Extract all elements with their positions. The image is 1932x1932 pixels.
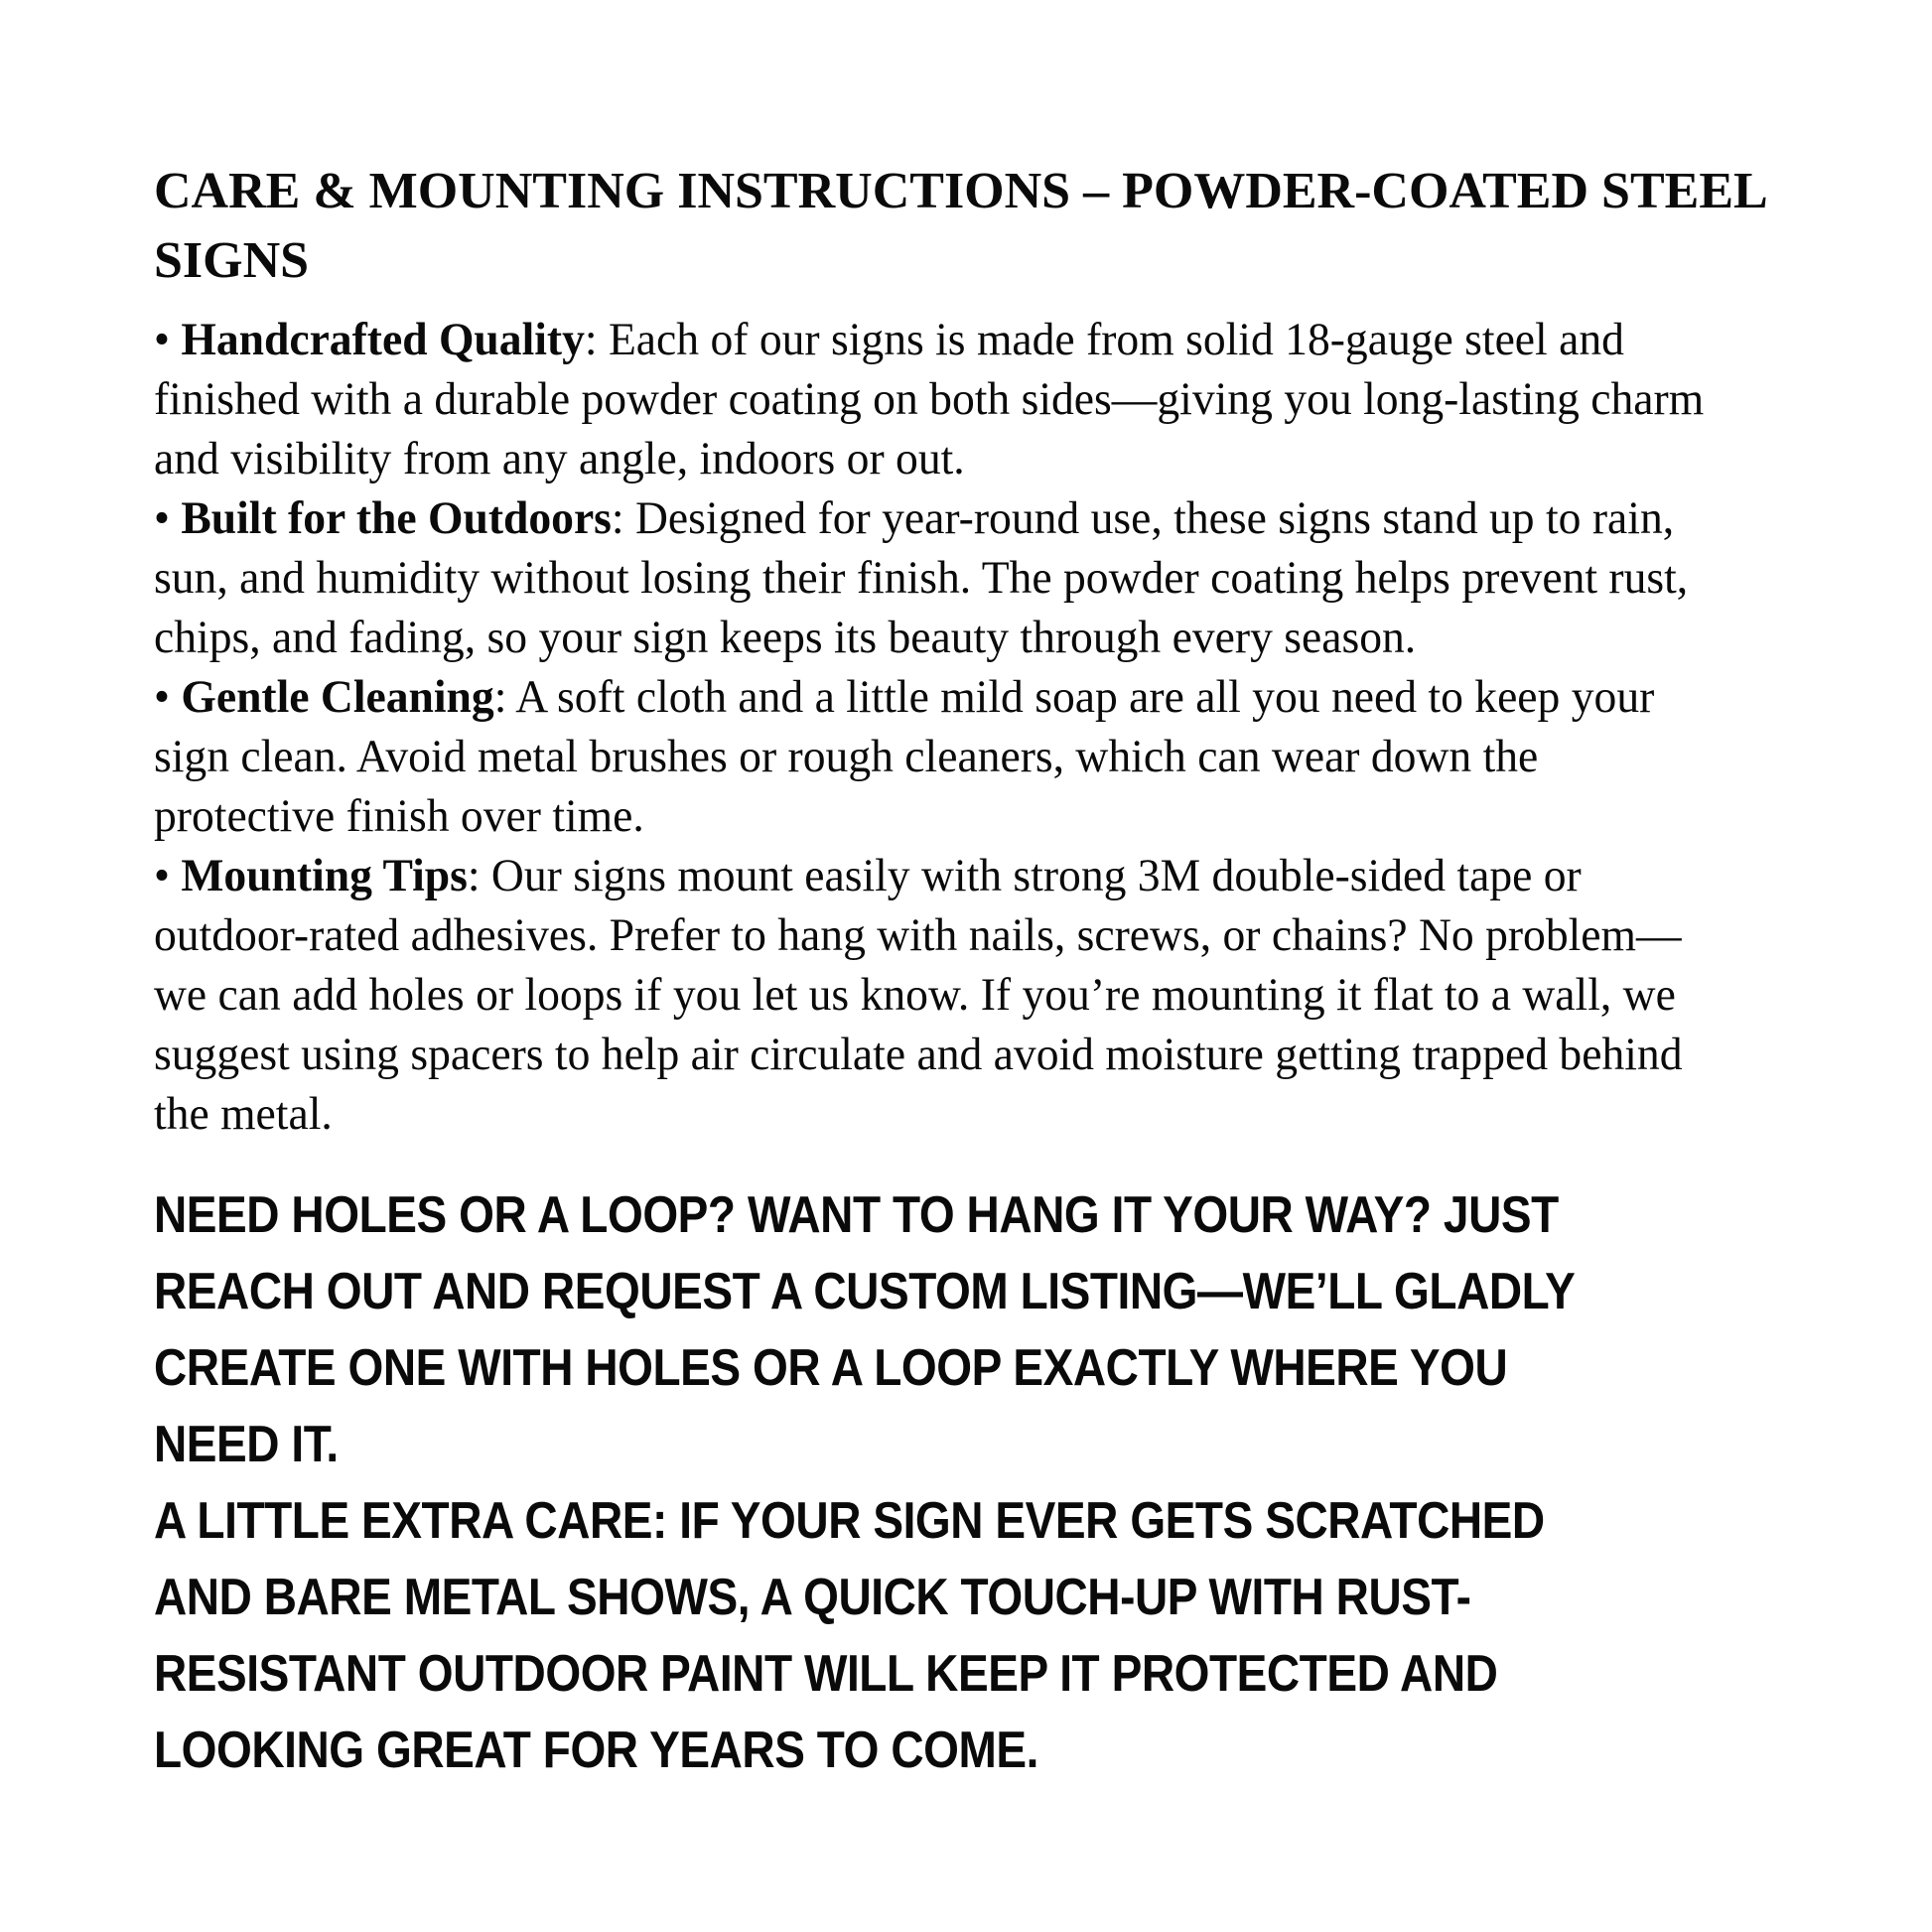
bullet-item — [154, 310, 1878, 488]
bullet-item — [154, 488, 1878, 667]
bullet-wrap-line: sun, and humidity without losing their finish. The powder coating helps prevent rust, — [154, 552, 1689, 604]
bullet-first-line — [154, 667, 1878, 727]
cta-line: AND BARE METAL SHOWS, A QUICK TOUCH-UP WITH RUST- — [154, 1569, 1471, 1626]
cta-line: REACH OUT AND REQUEST A CUSTOM LISTING—WE’LL GLADLY — [154, 1263, 1576, 1320]
bullet-wrap-line: suggest using spacers to help air circulate and avoid moisture getting trapped behind — [154, 1029, 1683, 1080]
bullet-marker: • — [154, 492, 182, 544]
bullet-wrap-line: we can add holes or loops if you let us know. If you’re mounting it flat to a wall, we — [154, 969, 1676, 1021]
bullet-marker: • — [154, 671, 182, 723]
bullet-term: Gentle Cleaning — [181, 671, 494, 723]
cta-line: LOOKING GREAT FOR YEARS TO COME. — [154, 1722, 1038, 1779]
cta-line: NEED IT. — [154, 1416, 339, 1473]
bullet-list — [154, 310, 1878, 1144]
cta-line: CREATE ONE WITH HOLES OR A LOOP EXACTLY WHERE YOU — [154, 1339, 1508, 1397]
bullet-text: : Designed for year-round use, these signs stand up to rain, — [611, 492, 1675, 544]
bullet-marker: • — [154, 314, 182, 365]
page-title — [154, 157, 1932, 296]
title-line: SIGNS — [154, 232, 310, 289]
bullet-wrap-line: finished with a durable powder coating on both sides—giving you long-lasting charm — [154, 373, 1705, 425]
bullet-text: : Our signs mount easily with strong 3M double-sided tape or — [467, 850, 1582, 901]
bullet-wrap-line: and visibility from any angle, indoors or out. — [154, 433, 965, 484]
bullet-item — [154, 667, 1878, 846]
bullet-first-line — [154, 310, 1878, 369]
bullet-marker: • — [154, 850, 182, 901]
bullet-first-line — [154, 488, 1878, 548]
bullet-term: Handcrafted Quality — [181, 314, 585, 365]
bullet-item — [154, 846, 1878, 1144]
bullet-wrap-line: sign clean. Avoid metal brushes or rough cleaners, which can wear down the — [154, 731, 1539, 782]
bullet-term: Mounting Tips — [181, 850, 468, 901]
bullet-term: Built for the Outdoors — [181, 492, 612, 544]
bullet-wrap-line: protective finish over time. — [154, 790, 644, 842]
cta-line: A LITTLE EXTRA CARE: IF YOUR SIGN EVER GETS SCRATCHED — [154, 1492, 1545, 1550]
bullet-wrap-line: the metal. — [154, 1088, 333, 1140]
title-line: CARE & MOUNTING INSTRUCTIONS – POWDER-COATED STEEL — [154, 163, 1768, 219]
bullet-wrap-line: outdoor-rated adhesives. Prefer to hang with nails, screws, or chains? No problem— — [154, 909, 1682, 961]
bullet-text: : A soft cloth and a little mild soap are all you need to keep your — [493, 671, 1655, 723]
bullet-first-line — [154, 846, 1878, 905]
cta-block — [154, 1177, 1727, 1789]
bullet-wrap-line: chips, and fading, so your sign keeps its beauty through every season. — [154, 612, 1417, 663]
cta-line: NEED HOLES OR A LOOP? WANT TO HANG IT YOUR WAY? JUST — [154, 1186, 1559, 1244]
cta-line: RESISTANT OUTDOOR PAINT WILL KEEP IT PROTECTED AND — [154, 1645, 1498, 1703]
bullet-text: : Each of our signs is made from solid 18-gauge steel and — [584, 314, 1624, 365]
